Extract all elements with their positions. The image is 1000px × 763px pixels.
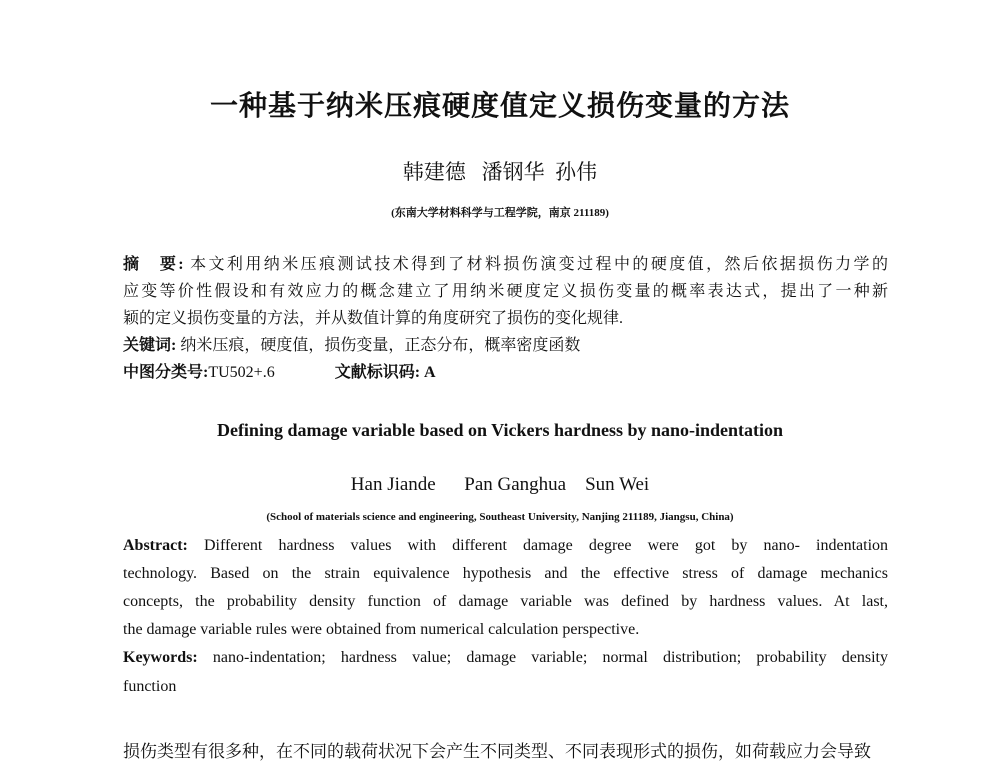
doc-code-label: 文献标识码:: [334, 364, 421, 381]
doc-code-value: A: [424, 364, 436, 381]
abstract-label-cn: 摘 要:: [123, 256, 184, 273]
abstract-cn-line: 颖的定义损伤变量的方法，并从数值计算的角度研究了损伤的变化规律.: [123, 310, 624, 327]
abstract-en-line: concepts, the probability density function of damage variable was defined by hardness values. At last,: [123, 593, 888, 610]
keywords-text: nano-indentation; hardness value; damage variable; normal distribution; probability density: [212, 649, 889, 666]
keywords-text: 纳米压痕，硬度值，损伤变量，正态分布，概率密度函数: [180, 337, 581, 354]
abstract-text: Different hardness values with different damage degree were got by nano- indentation: [204, 537, 889, 554]
abstract-en-line: the damage variable rules were obtained from numerical calculation perspective.: [123, 621, 640, 638]
keywords-en: [123, 646, 888, 670]
keywords-en-line: function: [123, 678, 177, 695]
abstract-cn-line: 应变等价性假设和有效应力的概念建立了用纳米硬度定义损伤变量的概率表达式，提出了一种新: [123, 283, 888, 300]
authors-cn: [0, 156, 1000, 186]
author-name: Han Jiande: [350, 474, 436, 495]
classification-line: [123, 362, 888, 384]
clc-value: TU502+.6: [208, 364, 275, 381]
keywords-cn: [123, 335, 888, 357]
author-name: Sun Wei: [585, 474, 650, 495]
author-name: Pan Ganghua: [464, 474, 567, 495]
body-first-line: 损伤类型有很多种，在不同的载荷状况下会产生不同类型、不同表现形式的损伤，如荷载应力会导致: [123, 742, 871, 761]
abstract-label-en: Abstract:: [123, 537, 188, 554]
affiliation-en: (School of materials science and engineering, Southeast University, Nanjing 211189, Jiangsu, China): [266, 511, 734, 523]
author-name: 潘钢华: [481, 160, 545, 184]
keywords-label-en: Keywords:: [123, 649, 198, 666]
abstract-en-line: technology. Based on the strain equivalence hypothesis and the effective stress of damage mechanics: [123, 565, 888, 582]
author-name: 孙伟: [555, 160, 598, 184]
keywords-label-cn: 关键词:: [123, 337, 177, 354]
clc-label: 中图分类号:: [123, 364, 209, 381]
abstract-text: 本文利用纳米压痕测试技术得到了材料损伤演变过程中的硬度值，然后依据损伤力学的: [190, 256, 888, 273]
paper-title-en: Defining damage variable based on Vickers hardness by nano-indentation: [216, 420, 784, 440]
abstract-cn-line: [123, 254, 888, 276]
author-name: 韩建德: [402, 160, 466, 184]
abstract-en-line: [123, 534, 888, 558]
authors-en: [0, 474, 1000, 496]
paper-title-cn: 一种基于纳米压痕硬度值定义损伤变量的方法: [209, 89, 790, 122]
affiliation-cn: (东南大学材料科学与工程学院，南京 211189): [391, 207, 609, 219]
